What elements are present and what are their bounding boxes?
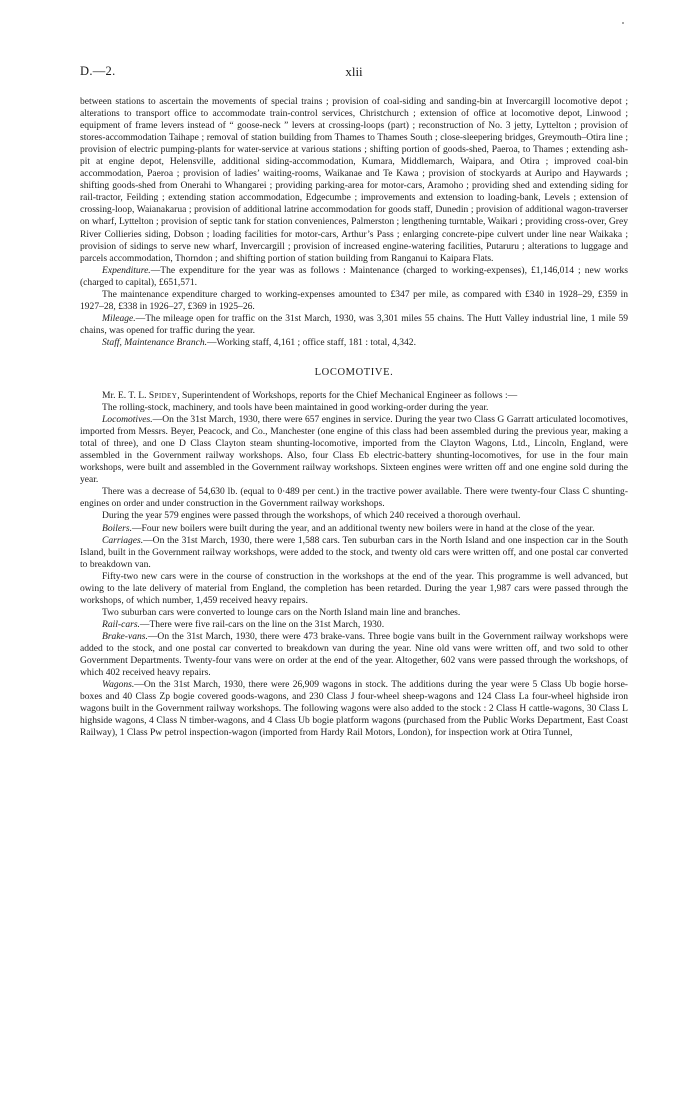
wagons-label: Wagons. (102, 679, 135, 691)
staff-label: Staff, Maintenance Branch. (102, 336, 207, 348)
intro-suffix: , Superintendent of Workshops, reports for the Chief Mechanical Engineer as follows :— (177, 389, 518, 401)
page-number: xlii (345, 64, 363, 79)
brake-vans-paragraph (80, 631, 628, 679)
expenditure-label: Expenditure. (102, 264, 151, 276)
lounge-cars-paragraph: Two suburban cars were converted to lounge cars on the North Island main line and branches. (102, 606, 461, 618)
wagons-text: —On the 31st March, 1930, there were 26,909 wagons in stock. The additions during the year were 5 Class Ub bogie horse-boxes and 40 Class Zp bogie covered goods-wagons, and 230 Class J four-wheel sheep-wagons and 124 Class La four-wheel highside iron wagons built in the Government railway workshops. The following wagons were also added to the stock : 2 Class H cattle-wagons, 30 Class L highside wagons, 4 Class N timber-wagons, and 4 Class Ub bogie platform wagons (purchased from the Public Works Department, East Coast Railway), 1 Class Pw petrol inspection-wagon (imported from Hardy Rail Motors, London), for inspection work at Otira Tunnel, (80, 679, 628, 739)
mileage-text: —The mileage open for traffic on the 31st March, 1930, was 3,301 miles 55 chains. The Hutt Valley industrial line, 1 mile 59 chains, was opened for traffic during the year. (80, 312, 628, 336)
brake-vans-label: Brake-vans. (102, 630, 148, 642)
superintendent-name: Spidey (148, 389, 178, 401)
works-list-paragraph: between stations to ascertain the movements of special trains ; provision of coal-siding and sanding-bin at Invercargill locomotive depot ; alterations to transport office to accommodate train-control services, Christchurch ; extension of office at locomotive depot, Linwood ; equipment of frame levers instead of “ goose-neck ” levers at crossing-loops (part) ; reconstruction of No. 3 jetty, Lyttelton ; provision of stores-accommodation Taihape ; removal of station building from Thames to Thames South ; close-sleepering bridges, Greymouth–Otira line ; provision of electric pumping-plants for water-service at various stations ; shifting portion of goods-shed, Paeroa, to Thames ; extending ash-pit at engine depot, Helensville, additional siding-accommodation, Kumara, Middlemarch, Waipara, and Otira ; improved coal-bin accommodation, Paeroa ; provision of ladies’ waiting-rooms, Waikanae and Te Kawa ; provision of stockyards at Auripo and Haywards ; shifting goods-shed from Onerahi to Whangarei ; providing parking-area for motor-cars, Aramoho ; providing shed and extending siding for rail-tractor, Feilding ; extending station accommodation, Edgecumbe ; improvements and extension to loading-bank, Levels ; extension of crossing-loop, Waianakarua ; provision of additional latrine accommodation for goods staff, Dunedin ; provision of additional wagon-traverser on wharf, Lyttelton ; provision of septic tank for station conveniences, Palmerston ; lengthening turntable, Waikari ; providing cross-over, Grey River Collieries siding, Dobson ; loading facilities for motor-cars, Arthur’s Pass ; enlarging concrete-pipe culvert under line near Waikaka ; provision of sidings to serve new wharf, Invercargill ; provision of increased engine-watering facilities, Putaruru ; alterations to luggage and parcels accommodation, Thorndon ; and shifting portion of station building from Ranganui to Kaipara Flats. (80, 96, 628, 264)
boilers-text: —Four new boilers were built during the year, and an additional twenty new boilers were in hand at the close of the year. (131, 522, 595, 534)
page-header (80, 64, 628, 86)
rail-cars-text: —There were five rail-cars on the line on the 31st March, 1930. (139, 618, 385, 630)
carriages-paragraph (80, 535, 628, 571)
document-reference: D.—2. (80, 64, 116, 78)
rail-cars-paragraph (80, 619, 628, 631)
boilers-label: Boilers. (102, 522, 132, 534)
locomotives-label: Locomotives. (102, 414, 153, 426)
section-title-locomotive: LOCOMOTIVE. (314, 366, 394, 378)
engines-passed-paragraph: During the year 579 engines were passed through the workshops, of which 240 received a thorough overhaul. (102, 510, 521, 522)
new-cars-paragraph: Fifty-two new cars were in the course of construction in the workshops at the end of the year. This programme is well advanced, but owing to the late delivery of material from England, the completion has been retarded. During the year 1,987 cars were passed through the workshops, of which number, 1,459 received heavy repairs. (80, 570, 628, 606)
expenditure-text: —The expenditure for the year was as follows : Maintenance (charged to working-expenses), £1,146,014 ; new works (charged to capital), £651,571. (80, 264, 628, 288)
carriages-label: Carriages. (102, 534, 144, 546)
locomotives-paragraph (80, 414, 628, 486)
maintained-paragraph: The rolling-stock, machinery, and tools have been maintained in good working-order during the year. (102, 402, 489, 414)
expenditure-paragraph (80, 265, 628, 289)
rail-cars-label: Rail-cars. (102, 618, 140, 630)
intro-prefix: Mr. E. T. L. (102, 389, 149, 401)
document-page (80, 64, 628, 739)
mileage-label: Mileage. (102, 312, 136, 324)
staff-paragraph (80, 337, 628, 349)
mileage-paragraph (80, 313, 628, 337)
brake-vans-text: —On the 31st March, 1930, there were 473 brake-vans. Three bogie vans built in the Government railway workshops were added to the stock, and one postal car converted to breakdown van during the year. Nine old vans were written off, and two sold to other Government Departments. Twenty-four vans were on order at the end of the year. Altogether, 602 vans were passed through the workshops, of which 402 received heavy repairs. (80, 630, 628, 679)
staff-text: —Working staff, 4,161 ; office staff, 181 : total, 4,342. (207, 336, 416, 348)
wagons-paragraph (80, 679, 628, 739)
boilers-paragraph (80, 523, 628, 535)
speck-mark (622, 22, 624, 24)
carriages-text: —On the 31st March, 1930, there were 1,588 cars. Ten suburban cars in the North Island and one inspection car in the South Island, built in the Government railway workshops, were added to the stock, and twenty old cars were written off, and one postal car converted to breakdown van. (80, 534, 628, 570)
locomotive-intro-paragraph (80, 390, 628, 402)
locomotives-text: —On the 31st March, 1930, there were 657 engines in service. During the year two Class G Garratt articulated locomotives, imported from Messrs. Beyer, Peacock, and Co., Manchester (one engine of this class had been assembled during the previous year, making a total of three), and one D Class Clayton steam shunting-locomotive, imported from the Clayton Wagons, Ltd., Lincoln, England, were assembled in the Government railway workshops. Also, four Class Eb electric-battery shunting-locomotives, for use in the four main workshops, were built and assembled in the Government railway workshops. Sixteen engines were written off and one engine sold during the year. (80, 414, 628, 486)
maintenance-paragraph: The maintenance expenditure charged to working-expenses amounted to £347 per mile, as compared with £340 in 1928–29, £359 in 1927–28, £338 in 1926–27, £369 in 1925–26. (80, 288, 628, 312)
tractive-power-paragraph: There was a decrease of 54,630 lb. (equal to 0·489 per cent.) in the tractive power available. There were twenty-four Class C shunting-engines on order and under construction in the Government railway workshops. (80, 486, 628, 510)
